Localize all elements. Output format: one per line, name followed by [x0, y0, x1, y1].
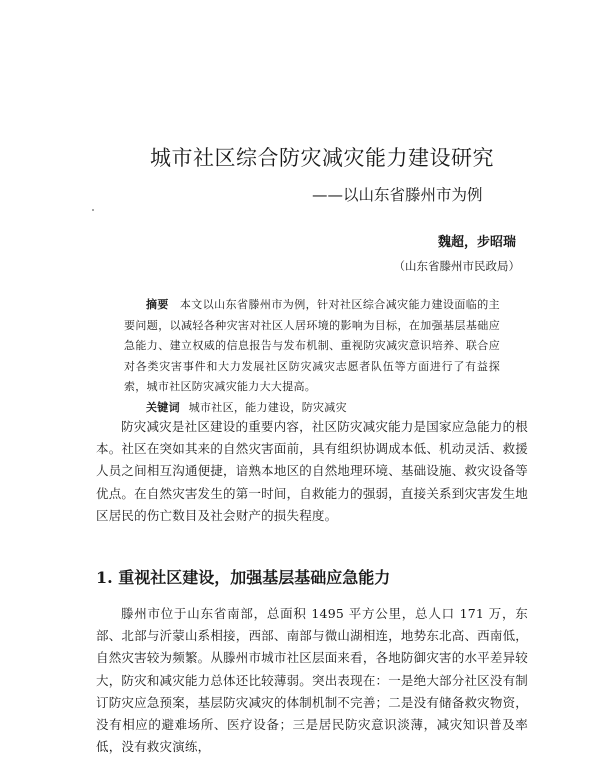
scan-artifact	[92, 209, 94, 211]
abstract-label: 摘要	[146, 298, 169, 311]
abstract-block	[124, 295, 500, 418]
keywords-text: 城市社区，能力建设，防灾减灾	[188, 400, 347, 414]
paper-affiliation: （山东省滕州市民政局）	[393, 259, 520, 273]
section-heading: 1. 重视社区建设，加强基层基础应急能力	[96, 568, 391, 587]
abstract-text: 本文以山东省滕州市为例，针对社区综合减灾能力建设面临的主要问题，以减轻各种灾害对社区人居环境的影响为目标，在加强基层基础应急能力、建立权威的信息报告与发布机制、重视防灾减灾意识培养、联合应对各类灾害事件和大力发展社区防灾减灾志愿者队伍等方面进行了有益探索，城市社区防灾减灾能力大大提高。	[124, 298, 500, 393]
paper-subtitle: ——以山东省滕州市为例	[312, 186, 483, 204]
intro-paragraph: 防灾减灾是社区建设的重要内容，社区防灾减灾能力是国家应急能力的根本。社区在突如其来的自然灾害面前，具有组织协调成本低、机动灵活、救援人员之间相互沟通便捷，谙熟本地区的自然地理环境、基础设施、救灾设备等优点。在自然灾害发生的第一时间，自救能力的强弱，直接关系到灾害发生地区居民的伤亡数目及社会财产的损失程度。	[96, 419, 528, 523]
paper-title: 城市社区综合防灾减灾能力建设研究	[150, 146, 494, 171]
paper-authors: 魏超，步昭瑞	[437, 235, 516, 250]
abstract-paragraph	[124, 295, 500, 398]
section-paragraph: 滕州市位于山东省南部，总面积 1495 平方公里，总人口 171 万，东部、北部与沂蒙山系相接，西部、南部与微山湖相连，地势东北高、西南低，自然灾害较为频繁。从滕州市城市社区层面来看，各地防御灾害的水平差异较大，防灾和减灾能力总体还比较薄弱。突出表现在：一是绝大部分社区没有制订防灾应急预案，基层防灾减灾的体制机制不完善；二是没有储备救灾物资，没有相应的避难场所、医疗设备；三是居民防灾意识淡薄，减灾知识普及率低，没有救灾演练，	[96, 606, 528, 755]
keywords-line	[124, 398, 500, 419]
keywords-label: 关键词	[146, 400, 180, 414]
